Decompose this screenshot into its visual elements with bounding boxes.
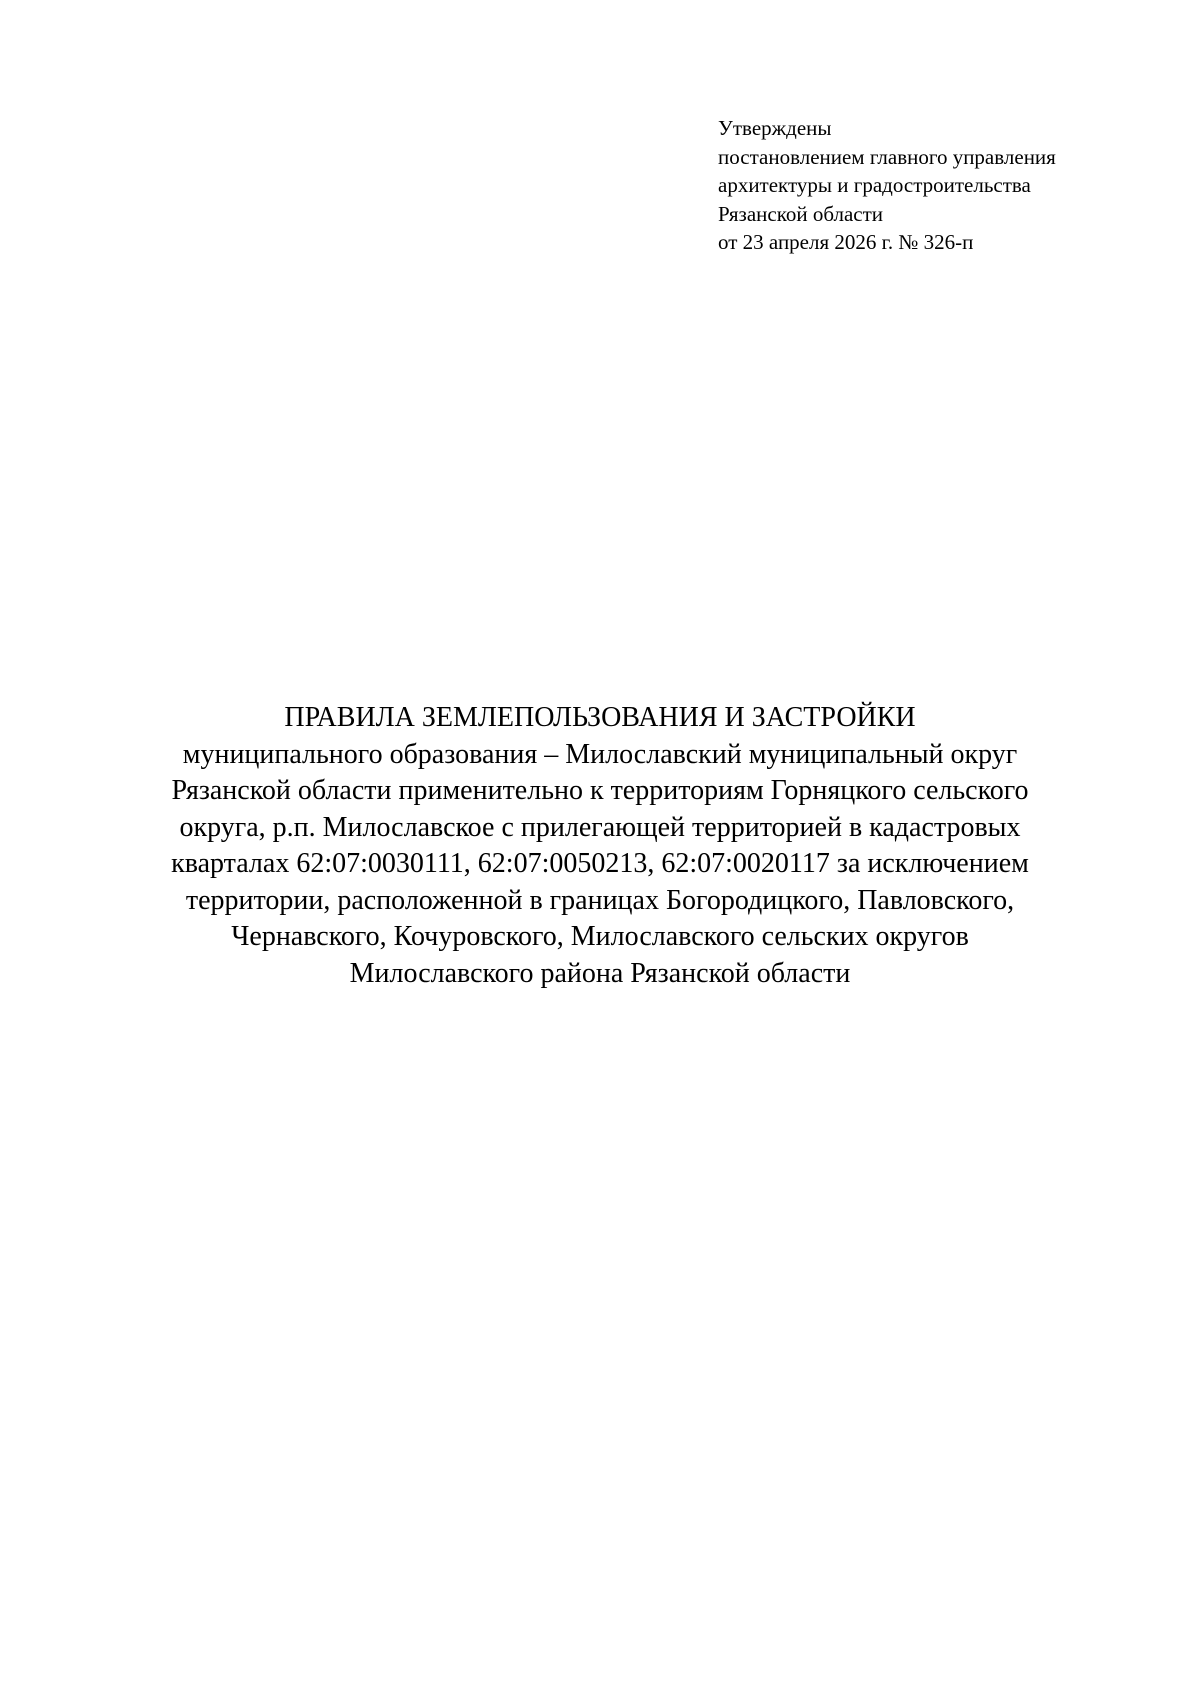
subtitle-line: кварталах 62:07:0030111, 62:07:0050213, 62:07:0020117 за исключением xyxy=(171,848,1029,879)
document-title-block xyxy=(60,700,1140,992)
subtitle-line: Рязанской области применительно к территориям Горняцкого сельского xyxy=(171,775,1029,806)
approval-line-date-number: от 23 апреля 2026 г. № 326-п xyxy=(718,230,974,254)
subtitle-line: муниципального образования – Милославский муниципальный округ xyxy=(182,738,1018,770)
approval-line-resolution: постановлением главного управления xyxy=(718,144,1056,169)
subtitle-line: Милославского района Рязанской области xyxy=(349,957,851,989)
approval-line-region: Рязанской области xyxy=(718,201,884,226)
approval-line-approved: Утверждены xyxy=(718,116,832,140)
subtitle-line: округа, р.п. Милославское с прилегающей территорией в кадастровых xyxy=(179,811,1021,843)
document-title: ПРАВИЛА ЗЕМЛЕПОЛЬЗОВАНИЯ И ЗАСТРОЙКИ xyxy=(284,702,916,733)
subtitle-line: Чернавского, Кочуровского, Милославского сельских округов xyxy=(231,921,969,952)
approval-line-department: архитектуры и градостроительства xyxy=(718,173,1031,197)
approval-stamp xyxy=(718,114,1158,257)
subtitle-line: территории, расположенной в границах Богородицкого, Павловского, xyxy=(185,884,1015,916)
